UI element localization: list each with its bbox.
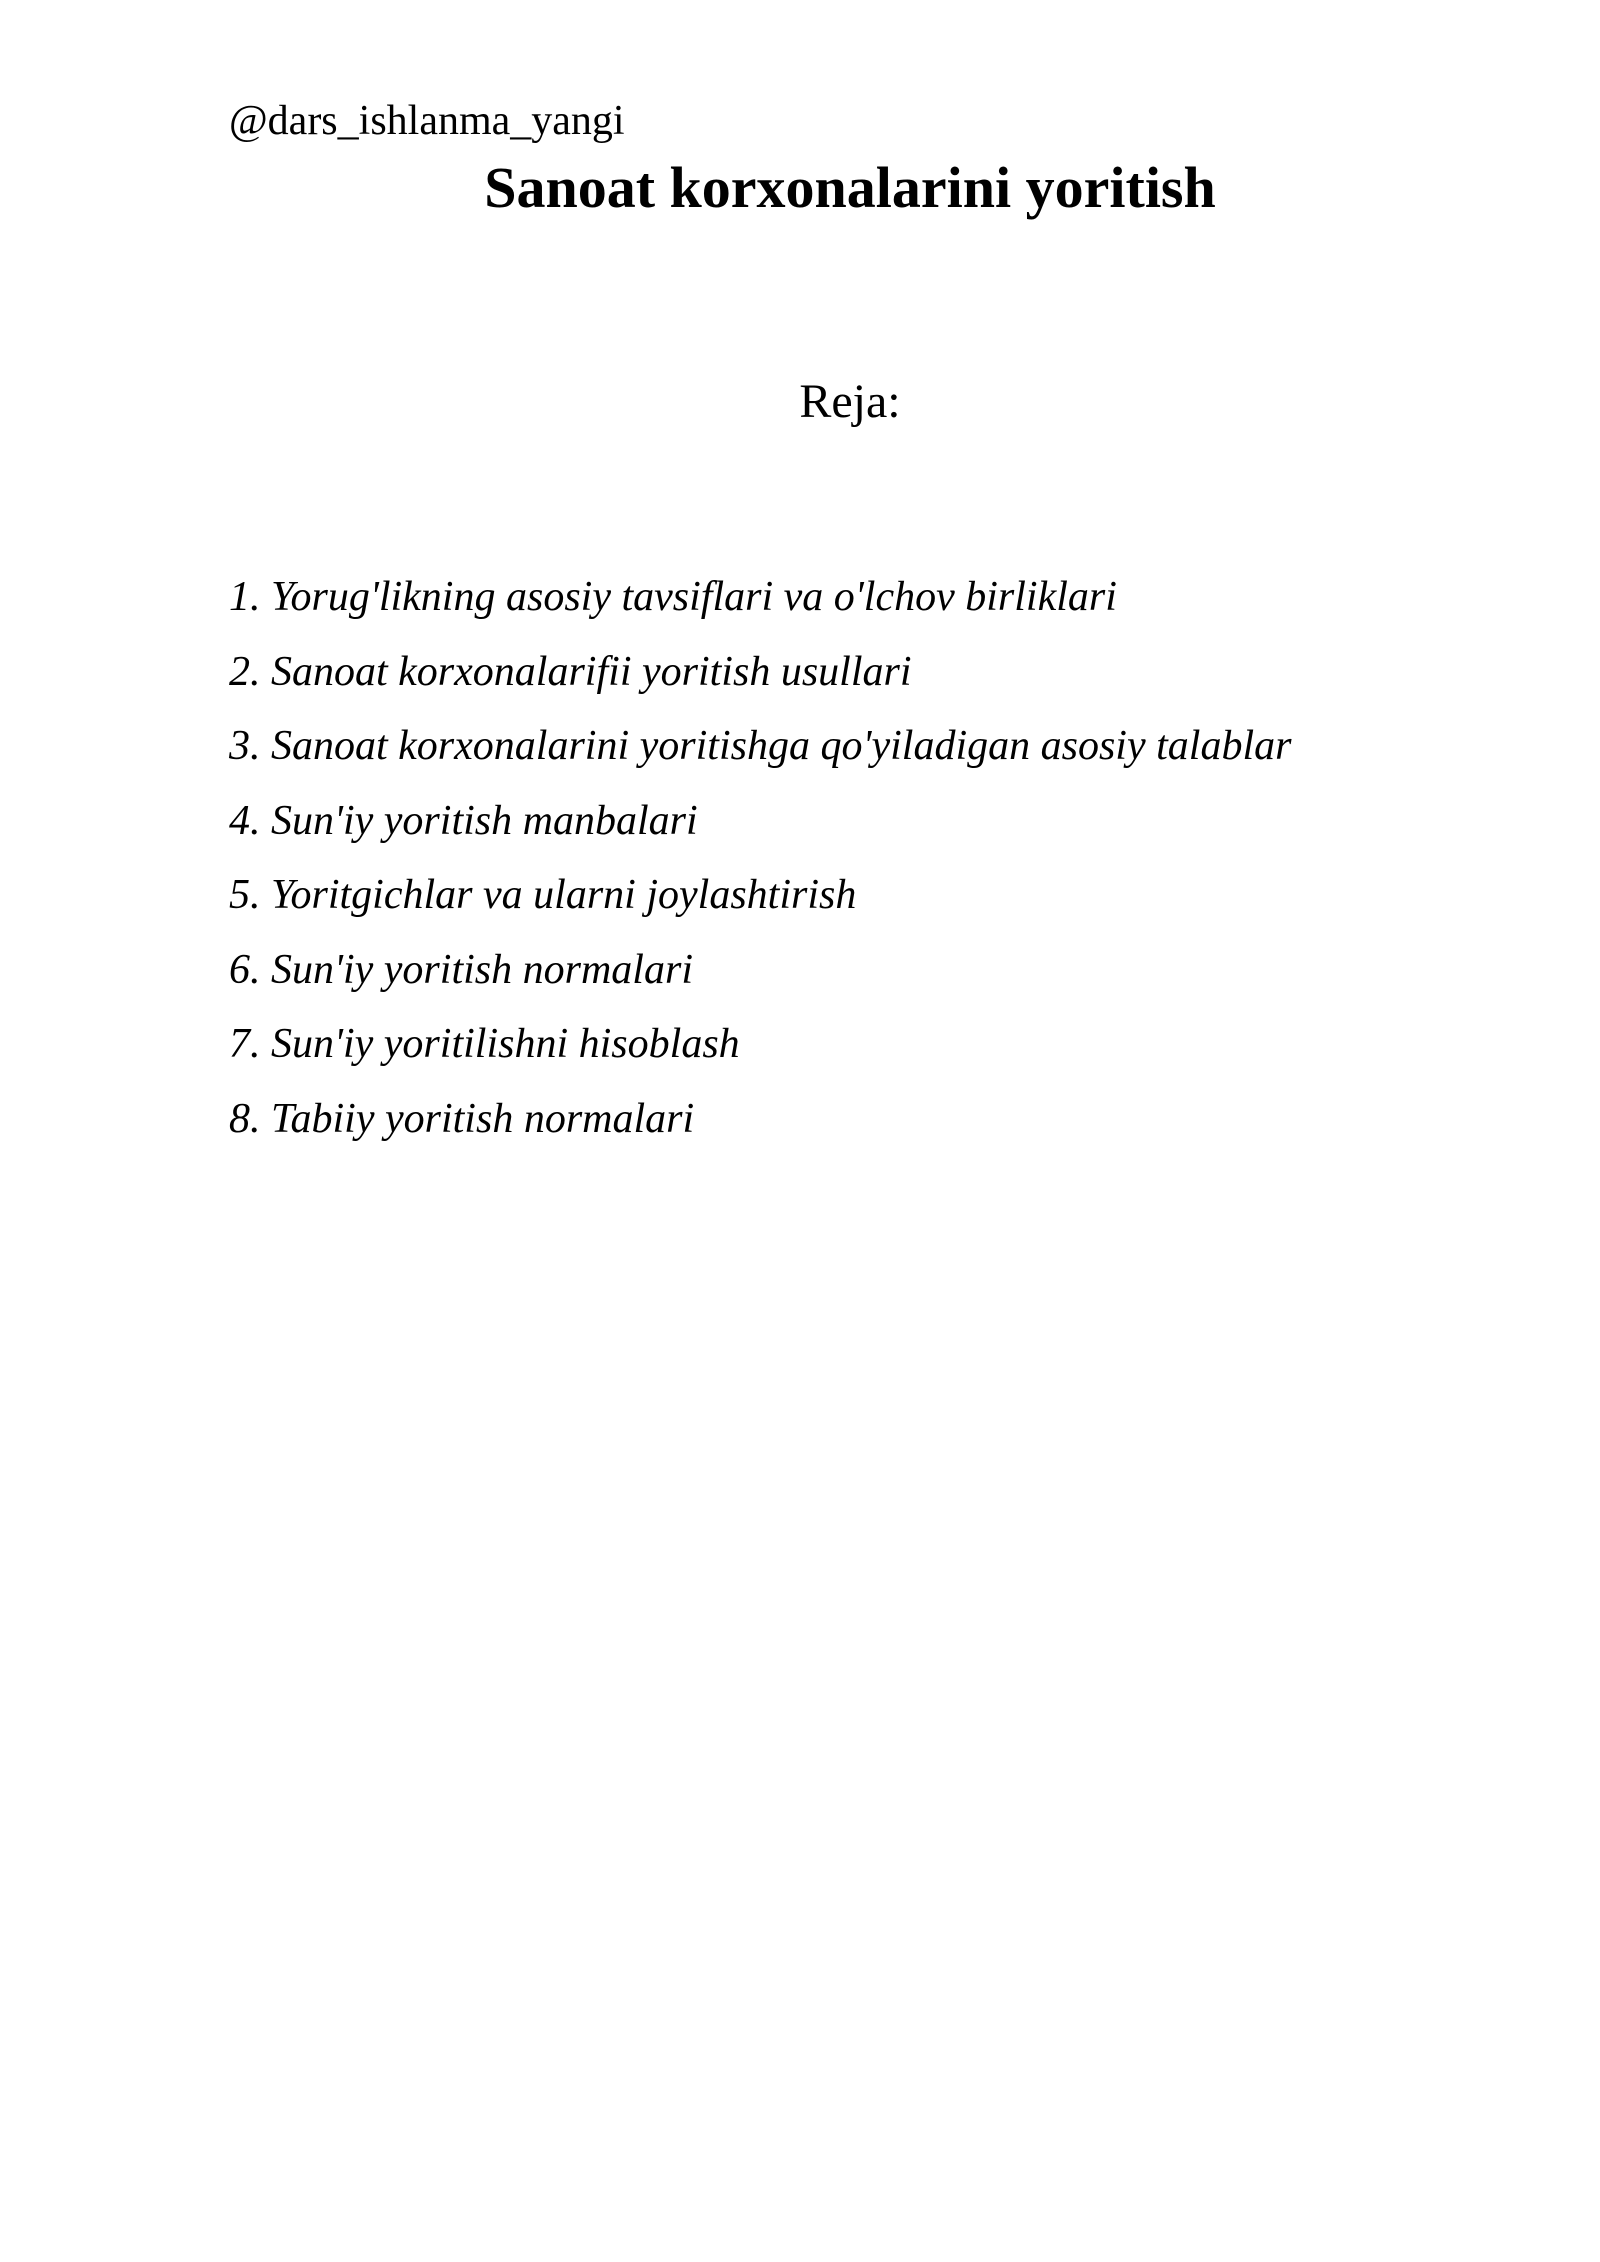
plan-heading: Reja: (799, 375, 901, 428)
plan-item: 3. Sanoat korxonalarini yoritishga qo'yiladigan asosiy talablar (229, 723, 1292, 769)
document-title: Sanoat korxonalarini yoritish (484, 155, 1216, 220)
plan-item: 2. Sanoat korxonalarifii yoritish usullari (229, 648, 912, 695)
plan-item: 8. Tabiiy yoritish normalari (229, 1095, 695, 1142)
channel-handle: @dars_ishlanma_yangi (229, 98, 625, 144)
plan-item: 6. Sun'iy yoritish normalari (229, 946, 693, 993)
plan-item: 5. Yoritgichlar va ularni joylashtirish (229, 872, 857, 918)
plan-item: 7. Sun'iy yoritilishni hisoblash (229, 1021, 740, 1067)
plan-list (229, 570, 1291, 1166)
plan-item: 4. Sun'iy yoritish manbalari (229, 797, 698, 844)
plan-item: 1. Yorug'likning asosiy tavsiflari va o'lchov birliklari (229, 574, 1117, 620)
